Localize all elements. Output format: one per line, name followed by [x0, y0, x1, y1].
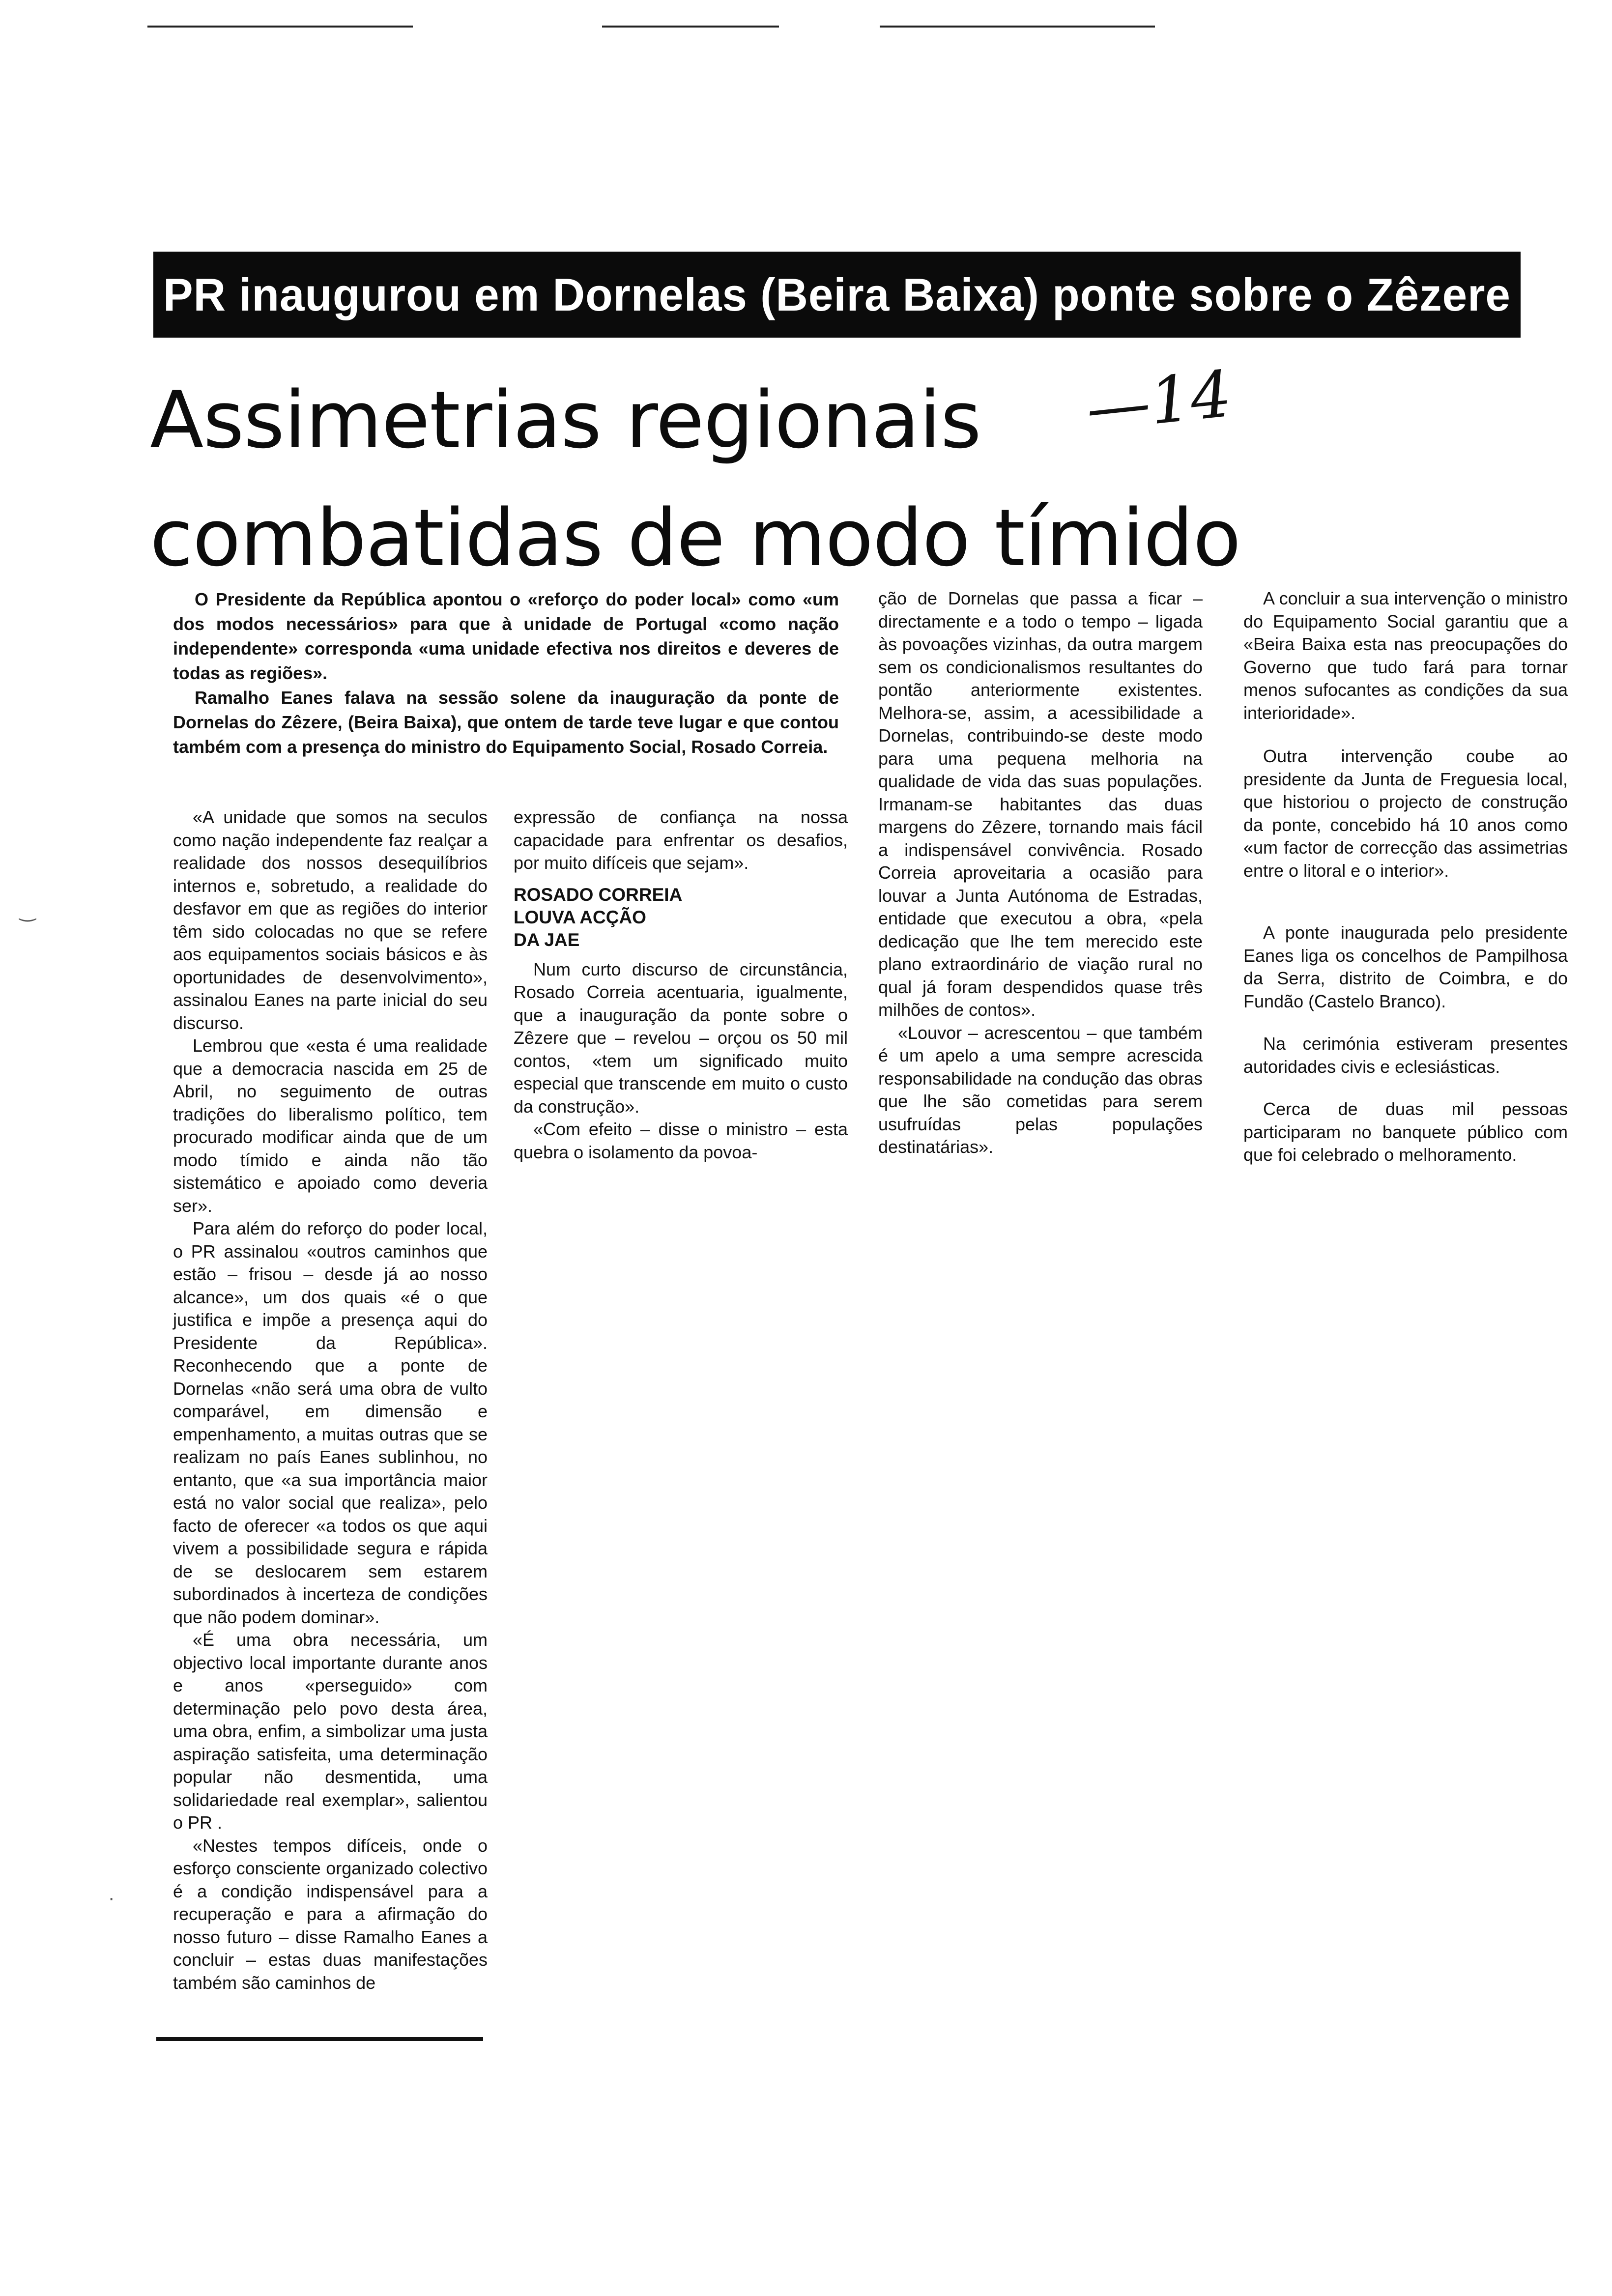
body-paragraph: «É uma obra necessária, um objectivo local importante durante anos e anos «perseguido» com determinação pelo povo desta área, uma obra, enfim, a simbolizar uma justa aspiração satisfeita, uma determinação popular não desmentida, uma solidariedade real exemplar», salientou o PR . — [173, 1630, 488, 1833]
body-paragraph: A ponte inaugurada pelo presidente Eanes liga os concelhos de Pampilhosa da Serra, distrito de Coimbra, e do Fundão (Castelo Branco). — [1243, 922, 1568, 1011]
body-paragraph: «Com efeito – disse o ministro – esta quebra o isolamento da povoa- — [514, 1119, 848, 1162]
handwritten-mark: —14 — [1082, 356, 1235, 446]
subheading-line: LOUVA ACÇÃO — [514, 907, 646, 927]
article-column-4 — [1243, 587, 1568, 1167]
body-paragraph: A concluir a sua intervenção o ministro do Equipamento Social garantiu que a «Beira Baixa esta nas preocupações do Governo que tudo fará para tornar menos sufocantes as condições da sua interioridade». — [1243, 588, 1568, 723]
article-column-2 — [514, 806, 848, 1164]
top-rule-left — [147, 26, 413, 28]
article-column-1 — [173, 806, 488, 1994]
banner-text: PR inaugurou em Dornelas (Beira Baixa) ponte sobre o Zêzere — [163, 268, 1511, 320]
scan-speck: ‿ — [20, 900, 36, 921]
body-paragraph: Para além do reforço do poder local, o PR assinalou «outros caminhos que estão – frisou – desde já ao nosso alcance», um dos quais «é o que justifica e impõe a presença aqui do Presidente da República». Reconhecendo que a ponte de Dornelas «não será uma obra de vulto comparável, em dimensão e empenhamento, a muitas outras que se realizam no país Eanes sublinhou, no entanto, que «a sua importância maior está no valor social que realiza», pelo facto de oferecer «a todos os que aqui vivem a possibilidade segura e rápida de se deslocarem sem estarem subordinados à incerteza de condições que não podem dominar». — [173, 1218, 488, 1627]
subheading-line: ROSADO CORREIA — [514, 884, 683, 905]
body-paragraph: Lembrou que «esta é uma realidade que a democracia nascida em 25 de Abril, no seguimento de outras tradições do liberalismo político, tem procurado modificar ainda que de um modo tímido e ainda não tão sistemático e apoiado como deveria ser». — [173, 1035, 488, 1216]
column-end-rule — [156, 2037, 483, 2041]
subheading — [514, 884, 848, 951]
body-paragraph: Na cerimónia estiveram presentes autoridades civis e eclesiásticas. — [1243, 1033, 1568, 1077]
article-column-3 — [878, 587, 1203, 1159]
top-rule-right — [880, 26, 1155, 28]
subheading-line: DA JAE — [514, 929, 580, 950]
scan-speck: · — [108, 1887, 115, 1909]
body-paragraph: Cerca de duas mil pessoas participaram no banquete público com que foi celebrado o melhoramento. — [1243, 1099, 1568, 1165]
body-paragraph: Outra intervenção coube ao presidente da Junta de Freguesia local, que historiou o projecto de construção da ponte, concebido há 10 anos como «um factor de correcção das assimetrias entre o litoral e o interior». — [1243, 746, 1568, 881]
lead-paragraph: O Presidente da República apontou o «reforço do poder local» como «um dos modos necessários» para que à unidade de Portugal «como nação independente» corresponda «uma unidade efectiva nos direitos e deveres de todas as regiões». — [173, 589, 839, 683]
section-banner — [153, 252, 1521, 338]
headline-line-2: combatidas de modo tímido — [150, 492, 1241, 584]
lead-paragraph: Ramalho Eanes falava na sessão solene da inauguração da ponte de Dornelas do Zêzere, (Beira Baixa), que ontem de tarde teve lugar e que contou também com a presença do ministro do Equipamento Social, Rosado Correia. — [173, 688, 839, 757]
body-paragraph: «Nestes tempos difíceis, onde o esforço consciente organizado colectivo é a condição indispensável para a recuperação e para a afirmação do nosso futuro – disse Ramalho Eanes a concluir – estas duas manifestações também são caminhos de — [173, 1835, 488, 1993]
article-lead — [173, 587, 839, 759]
headline-line-1: Assimetrias regionais — [150, 374, 981, 466]
top-rule-middle — [602, 26, 779, 28]
body-paragraph: «A unidade que somos na seculos como nação independente faz realçar a realidade dos nossos desequilíbrios internos e, sobretudo, a realidade do desfavor em que as regiões do interior têm sido colocadas no que se refere aos equipamentos sociais básicos e às oportunidades de desenvolvimento», assinalou Eanes na parte inicial do seu discurso. — [173, 807, 488, 1033]
body-paragraph: «Louvor – acrescentou – que também é um apelo a uma sempre acrescida responsabilidade na condução das obras que lhe são cometidas para serem usufruídas pelas populações destinatárias». — [878, 1022, 1203, 1157]
body-paragraph: expressão de confiança na nossa capacidade para enfrentar os desafios, por muito difíceis que sejam». — [514, 807, 848, 873]
body-paragraph: Num curto discurso de circunstância, Rosado Correia acentuaria, igualmente, que a inauguração da ponte sobre o Zêzere que – revelou – orçou os 50 mil contos, «tem um significado muito especial que transcende em muito o custo da construção». — [514, 959, 848, 1117]
body-paragraph: ção de Dornelas que passa a ficar – directamente e a todo o tempo – ligada às povoações vizinhas, da outra margem sem os condicionalismos resultantes do pontão anteriormente existentes. Melhora-se, assim, a acessibilidade a Dornelas, contribuindo-se deste modo para uma pequena melhoria na qualidade de vida das suas populações. Irmanam-se habitantes das duas margens do Zêzere, tornando mais fácil a indispensável convivência. Rosado Correia aproveitaria a ocasião para louvar a Junta Autónoma de Estradas, entidade que executou a obra, «pela dedicação que lhe tem merecido este plano extraordinário de viação rural no qual já foram despendidos quase três milhões de contos». — [878, 588, 1203, 1020]
